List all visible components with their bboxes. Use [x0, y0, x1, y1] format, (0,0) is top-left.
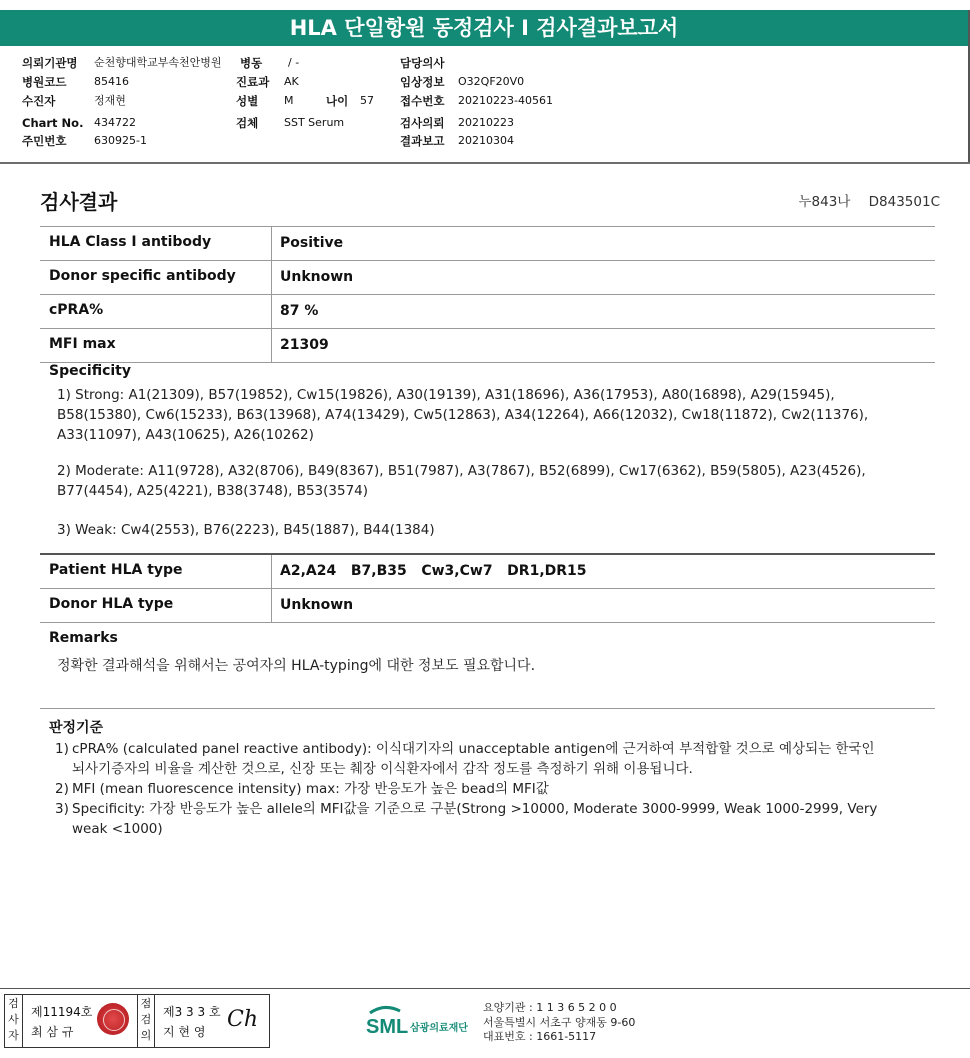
request-date-value: 20210223: [458, 116, 514, 129]
specimen-label: 검체: [236, 116, 259, 130]
address: 서울특별시 서초구 양재동 9-60: [483, 1015, 636, 1029]
header-divider: [0, 162, 970, 164]
criteria-number: 2): [55, 781, 69, 797]
specificity-moderate: 2) Moderate: A11(9728), A32(8706), B49(8367), B51(7987), A3(7867), B52(6899), Cw17(6362), B59(5805), A23(4526), B77(4454), A25(4221), B38(3748), B53(3574): [57, 463, 866, 499]
sml-logo-icon: [366, 1003, 496, 1041]
clinical-info-value: O32QF20V0: [458, 75, 525, 88]
inspector-label-text: 검사자: [8, 997, 19, 1042]
patient-name-value: 정재현: [94, 94, 126, 107]
hospital-code-label: 병원코드: [22, 75, 67, 89]
report-date-value: 20210304: [458, 134, 514, 147]
resident-no-value: 630925-1: [94, 134, 147, 147]
criteria-text: Specificity: 가장 반응도가 높은 allele의 MFI값을 기준으로 구분(Strong >10000, Moderate 3000-9999, Weak 1000-2999, Very weak <1000): [72, 801, 878, 837]
specimen-value: SST Serum: [284, 116, 345, 129]
logo-text: SML: [366, 1016, 409, 1038]
institution-value: 순천향대학교부속천안병원: [94, 56, 222, 69]
age-value: 57: [360, 94, 374, 107]
row-value: 87 %: [280, 303, 319, 319]
row-value: Unknown: [280, 597, 354, 613]
reviewer-signature: Ch: [227, 1007, 259, 1032]
criteria-list: [55, 739, 885, 839]
report-code: [798, 190, 940, 210]
header-row-3: [0, 92, 970, 110]
chart-no-label: Chart No.: [22, 116, 84, 130]
specificity-strong: 1) Strong: A1(21309), B57(19852), Cw15(19826), A30(19139), A31(18696), A36(17953), A80(16898), A29(15945), B58(15380), Cw6(15233), B63(13968), A74(13429), Cw5(12863), A34(12264), A66(12032), Cw18(11872), Cw2(11376), A33(11097), A43(10625), A26(10262): [57, 387, 869, 443]
header-row-1: [0, 54, 970, 72]
hospital-code-value: 85416: [94, 75, 129, 88]
sml-logo: [366, 1003, 496, 1041]
department-label: 진료과: [236, 75, 270, 89]
results-table: [40, 226, 935, 363]
header-row-5: [0, 132, 970, 150]
row-value: A2,A24 B7,B35 Cw3,Cw7 DR1,DR15: [280, 563, 587, 579]
results-section-title: 검사결과: [40, 190, 118, 214]
criteria-item: [55, 779, 885, 799]
request-date-label: 검사의뢰: [400, 116, 445, 130]
criteria-text: cPRA% (calculated panel reactive antibody): 이식대기자의 unacceptable antigen에 근거하여 부적합할 것으로 예상되는 한국인 뇌사기증자의 비율을 계산한 것으로, 신장 또는 췌장 이식환자에서 감작 정도를 측정하기 위해 이용됩니다.: [72, 741, 875, 777]
criteria-number: 3): [55, 801, 69, 817]
row-value: Positive: [280, 235, 344, 251]
report-title: HLA 단일항원 동정검사 I 검사결과보고서: [0, 10, 968, 46]
clinical-info-label: 임상정보: [400, 75, 445, 89]
row-label: Patient HLA type: [49, 562, 183, 578]
institution-label: 의뢰기관명: [22, 56, 78, 70]
criteria-text: MFI (mean fluorescence intensity) max: 가장 반응도가 높은 bead의 MFI값: [72, 781, 549, 797]
resident-no-label: 주민번호: [22, 134, 67, 148]
specificity-block: [40, 357, 935, 553]
criteria-number: 1): [55, 741, 69, 757]
report-code-1: 누843나: [798, 194, 851, 210]
remarks-text: 정확한 결과해석을 위해서는 공여자의 HLA-typing에 대한 정보도 필요합니다.: [57, 658, 536, 674]
criteria-item: [55, 739, 885, 779]
department-value: AK: [284, 75, 299, 88]
org-name: 삼광의료재단: [410, 1023, 468, 1034]
footer-divider: [0, 988, 970, 989]
doctor-label: 담당의사: [400, 56, 445, 70]
criteria-heading: 판정기준: [49, 720, 104, 736]
phone: 대표번호 : 1661-5117: [483, 1030, 597, 1043]
result-row-cpra: [40, 295, 935, 329]
row-label: cPRA%: [49, 302, 104, 318]
reviewer-label: [137, 995, 155, 1047]
donor-hla-row: [40, 589, 935, 623]
header-row-2: [0, 73, 970, 91]
row-value: 21309: [280, 337, 329, 353]
age-label: 나이: [326, 94, 349, 108]
hla-type-table: [40, 553, 935, 623]
receipt-no-value: 20210223-40561: [458, 94, 553, 107]
patient-hla-row: [40, 555, 935, 589]
result-row-dsa: [40, 261, 935, 295]
row-label: Donor HLA type: [49, 596, 174, 612]
report-date-label: 결과보고: [400, 134, 445, 148]
row-label: Donor specific antibody: [49, 268, 236, 284]
header-row-4: [0, 114, 970, 132]
sex-value: M: [284, 94, 294, 107]
chart-no-value: 434722: [94, 116, 136, 129]
inspector-label: [5, 995, 23, 1047]
official-seal-icon: [97, 1003, 129, 1035]
specificity-weak: 3) Weak: Cw4(2553), B76(2223), B45(1887), B44(1384): [57, 522, 435, 538]
row-label: MFI max: [49, 336, 116, 352]
reviewer-license: 제3 3 3 호: [163, 1005, 221, 1019]
reviewer-label-text: 점검의: [140, 997, 152, 1042]
care-code: 요양기관 : 1 1 3 6 5 2 0 0: [483, 1001, 617, 1014]
row-label: HLA Class I antibody: [49, 234, 212, 250]
report-code-2: D843501C: [868, 194, 940, 210]
row-value: Unknown: [280, 269, 354, 285]
reviewer-name: 지 현 영: [163, 1025, 206, 1039]
signature-box: [4, 994, 270, 1048]
patient-name-label: 수진자: [22, 94, 56, 108]
sex-label: 성별: [236, 94, 259, 108]
receipt-no-label: 접수번호: [400, 94, 445, 108]
remarks-divider: [40, 708, 935, 709]
result-row-hla-class1: [40, 227, 935, 261]
inspector-license: 제11194호: [31, 1005, 93, 1019]
ward-value: / -: [288, 56, 300, 69]
patient-info-header: [0, 54, 970, 164]
criteria-item: [55, 799, 885, 839]
inspector-name: 최 삼 규: [31, 1025, 74, 1039]
ward-label: 병동: [240, 56, 263, 70]
footer-contact: [483, 1001, 635, 1045]
remarks-heading: Remarks: [49, 630, 118, 646]
specificity-heading: Specificity: [49, 363, 131, 379]
